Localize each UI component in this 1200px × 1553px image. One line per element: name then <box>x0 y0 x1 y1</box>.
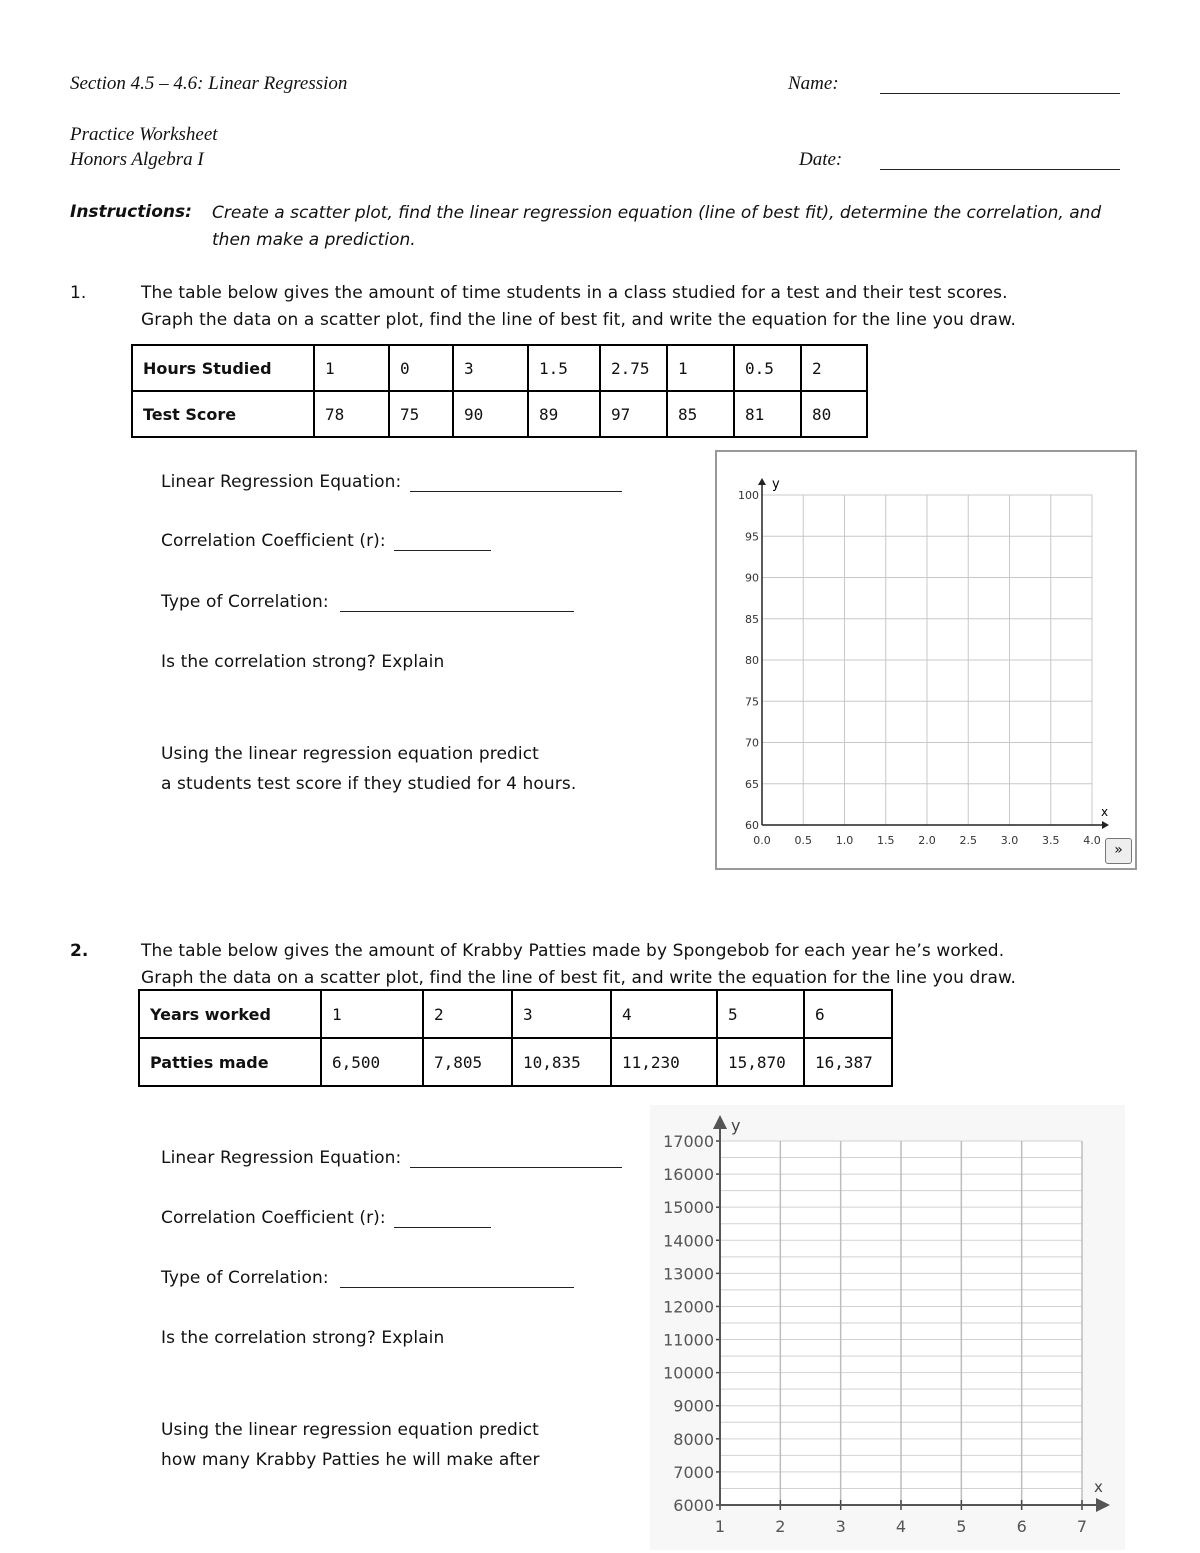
graph2-y-tick-label: 6000 <box>673 1496 714 1515</box>
table-cell: 16,387 <box>804 1038 892 1086</box>
graph2-x-tick-label: 1 <box>714 1517 726 1536</box>
problem2-number: 2. <box>70 941 89 961</box>
table-cell: 7,805 <box>423 1038 512 1086</box>
graph1-y-tick-label: 70 <box>745 736 759 750</box>
name-field[interactable] <box>880 93 1120 94</box>
table-cell: 1.5 <box>528 345 600 391</box>
graph2-y-tick-label: 9000 <box>673 1396 714 1416</box>
graph1-y-tick-label: 90 <box>745 571 759 585</box>
graph1-y-tick-label: 100 <box>738 489 759 502</box>
p2-type-label: Type of Correlation: <box>161 1268 329 1288</box>
table-cell: 2.75 <box>600 345 667 391</box>
p1-equation-label: Linear Regression Equation: <box>161 472 402 492</box>
table-cell: 15,870 <box>717 1038 804 1086</box>
graph2-x-tick-label: 2 <box>775 1517 786 1536</box>
graph2-y-tick-label: 7000 <box>673 1462 714 1482</box>
p2-coefficient-field[interactable] <box>394 1227 491 1228</box>
graph2-y-tick-label: 14000 <box>663 1231 714 1251</box>
graph2-y-tick-label: 15000 <box>663 1198 714 1218</box>
graph2-chart <box>650 1105 1125 1550</box>
table-cell: 3 <box>453 345 528 391</box>
table-cell: 78 <box>314 391 389 437</box>
graph1-y-tick-label: 75 <box>745 695 759 709</box>
table-header-cell: Patties made <box>139 1038 321 1086</box>
table-cell: 6,500 <box>321 1038 423 1086</box>
graph2-y-tick-label: 10000 <box>663 1363 714 1383</box>
graph1-x-tick-label: 2.0 <box>918 834 936 847</box>
table-cell: 11,230 <box>611 1038 717 1086</box>
graph1-x-tick-label: 0.0 <box>753 834 771 847</box>
graph1-y-tick-labels <box>738 489 759 832</box>
p2-type-field[interactable] <box>340 1287 574 1288</box>
graph1-chart <box>715 450 1140 875</box>
table-header-cell: Years worked <box>139 990 321 1038</box>
problem1-data-table <box>131 344 868 438</box>
table-cell: 6 <box>804 990 892 1038</box>
problem2-text-line1: The table below gives the amount of Krabby Patties made by Spongebob for each year he’s worked. <box>141 941 1005 961</box>
p2-predict-line1: Using the linear regression equation predict <box>161 1420 539 1440</box>
graph1-x-tick-label: 1.0 <box>835 834 854 847</box>
section-title: Section 4.5 – 4.6: Linear Regression <box>70 73 348 94</box>
problem1-text-line1: The table below gives the amount of time students in a class studied for a test and their test scores. <box>141 283 1008 303</box>
graph1-y-tick-label: 65 <box>745 777 759 791</box>
table-cell: 1 <box>321 990 423 1038</box>
graph2-y-tick-label: 13000 <box>663 1264 714 1284</box>
graph1-y-tick-label: 85 <box>745 612 759 626</box>
table-cell: 2 <box>801 345 867 391</box>
table-row <box>139 1038 892 1086</box>
table-cell: 90 <box>453 391 528 437</box>
graph1-x-tick-label: 4.0 <box>1083 834 1101 847</box>
graph1-x-tick-label: 3.0 <box>1000 834 1019 847</box>
p1-equation-field[interactable] <box>410 491 622 492</box>
graph2-x-tick-label: 4 <box>895 1517 907 1536</box>
table-cell: 3 <box>512 990 611 1038</box>
p2-equation-label: Linear Regression Equation: <box>161 1148 402 1168</box>
problem2-data-table <box>138 989 893 1087</box>
p2-strong-question: Is the correlation strong? Explain <box>161 1328 445 1348</box>
graph1-y-tick-label: 95 <box>745 530 759 544</box>
subtitle: Practice Worksheet <box>70 124 218 145</box>
graph1-x-tick-label: 0.5 <box>794 834 812 847</box>
table-cell: 0.5 <box>734 345 801 391</box>
date-field[interactable] <box>880 169 1120 170</box>
graph2-y-tick-label: 12000 <box>663 1297 714 1317</box>
p1-type-label: Type of Correlation: <box>161 592 329 612</box>
table-cell: 80 <box>801 391 867 437</box>
table-cell: 85 <box>667 391 734 437</box>
graph1-y-tick-label: 60 <box>745 819 759 832</box>
graph1-grid <box>758 478 1109 829</box>
graph2-y-tick-label: 11000 <box>663 1330 714 1350</box>
table-cell: 1 <box>314 345 389 391</box>
p1-predict-line2: a students test score if they studied for 4 hours. <box>161 774 577 794</box>
graph2-x-tick-label: 6 <box>1016 1517 1027 1536</box>
instructions-label: Instructions: <box>70 202 192 222</box>
date-label: Date: <box>799 149 843 170</box>
problem2-text-line2: Graph the data on a scatter plot, find the line of best fit, and write the equation for the line you draw. <box>141 968 1016 988</box>
table-cell: 0 <box>389 345 453 391</box>
p1-coefficient-field[interactable] <box>394 550 491 551</box>
table-cell: 75 <box>389 391 453 437</box>
problem1-text-line2: Graph the data on a scatter plot, find the line of best fit, and write the equation for the line you draw. <box>141 310 1016 330</box>
table-row <box>132 345 867 391</box>
graph2-y-tick-label: 8000 <box>673 1429 714 1449</box>
graph1-y-tick-label: 80 <box>745 654 759 667</box>
expand-chevron-icon[interactable]: » <box>1105 838 1132 864</box>
graph1-x-tick-label: 3.5 <box>1042 834 1060 847</box>
graph1-x-tick-labels <box>753 834 1101 847</box>
table-cell: 81 <box>734 391 801 437</box>
table-cell: 2 <box>423 990 512 1038</box>
graph1-x-tick-label: 2.5 <box>959 834 977 847</box>
name-label: Name: <box>788 73 839 94</box>
graph1-x-tick-label: 1.5 <box>877 834 895 847</box>
table-cell: 97 <box>600 391 667 437</box>
instructions-text-line1: Create a scatter plot, find the linear regression equation (line of best fit), determine the correlation, and <box>212 203 1102 223</box>
table-cell: 10,835 <box>512 1038 611 1086</box>
course-name: Honors Algebra I <box>70 149 204 170</box>
graph2-x-axis-label: x <box>1094 1478 1103 1496</box>
p1-predict-line1: Using the linear regression equation predict <box>161 744 539 764</box>
problem1-number: 1. <box>70 283 87 303</box>
graph2-x-tick-label: 5 <box>956 1517 967 1536</box>
table-row <box>132 391 867 437</box>
p2-coefficient-label: Correlation Coefficient (r): <box>161 1208 386 1228</box>
table-row <box>139 990 892 1038</box>
graph2-y-tick-label: 16000 <box>663 1165 714 1185</box>
p1-strong-question: Is the correlation strong? Explain <box>161 652 445 672</box>
p2-predict-line2: how many Krabby Patties he will make after <box>161 1450 540 1470</box>
graph1-y-axis-label: y <box>772 477 780 492</box>
table-header-cell: Test Score <box>132 391 314 437</box>
graph1-x-axis-arrow <box>1102 821 1109 829</box>
instructions-text-line2: then make a prediction. <box>212 230 416 250</box>
table-cell: 89 <box>528 391 600 437</box>
graph2-x-tick-label: 7 <box>1076 1517 1088 1536</box>
graph2-y-tick-label: 17000 <box>663 1132 714 1151</box>
graph2-grid <box>713 1115 1110 1512</box>
p1-type-field[interactable] <box>340 611 574 612</box>
p2-equation-field[interactable] <box>410 1167 622 1168</box>
graph1-x-axis-label: x <box>1101 805 1109 819</box>
p1-coefficient-label: Correlation Coefficient (r): <box>161 531 386 551</box>
graph1-y-axis-arrow <box>758 478 766 485</box>
graph2-x-tick-label: 3 <box>835 1517 846 1536</box>
table-header-cell: Hours Studied <box>132 345 314 391</box>
table-cell: 5 <box>717 990 804 1038</box>
table-cell: 4 <box>611 990 717 1038</box>
table-cell: 1 <box>667 345 734 391</box>
graph2-y-axis-label: y <box>731 1116 741 1135</box>
